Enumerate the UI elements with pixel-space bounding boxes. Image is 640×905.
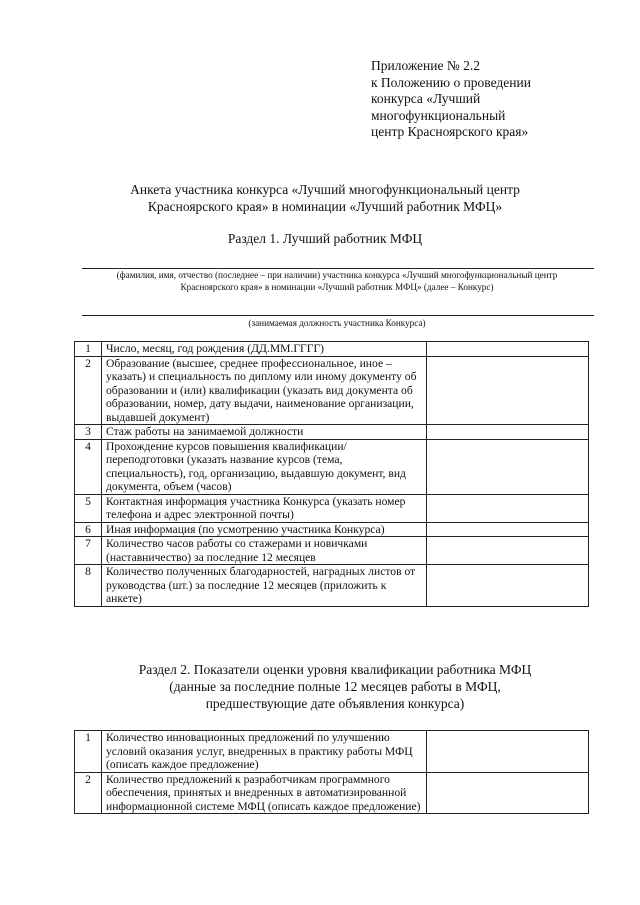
row-answer-cell[interactable] [427,565,589,607]
appendix-line: конкурса «Лучший [371,91,481,106]
row-label: Число, месяц, год рождения (ДД.ММ.ГГГГ) [102,342,427,357]
position-fill-line[interactable] [82,315,594,316]
row-number: 4 [75,439,102,494]
row-label: Прохождение курсов повышения квалификации/ переподготовки (указать название курсов (тема, специальность), год, организацию, выдавшую документ, вид документа, объем (часов) [102,439,427,494]
table-row [75,439,589,494]
table-row [75,356,589,425]
appendix-line: к Положению о проведении [371,74,531,90]
section2-title [70,661,600,712]
position-caption: (занимаемая должность участника Конкурса) [248,318,426,328]
form-title [60,181,590,215]
row-answer-cell[interactable] [427,537,589,565]
row-number: 2 [75,356,102,425]
row-number: 8 [75,565,102,607]
row-label: Образование (высшее, среднее профессиональное, иное – указать) и специальность по диплому или иному документу об образовании и (или) квалификации (указать вид документа об образовании, номер, дату выдачи, наименование организации, выдавшей документ) [102,356,427,425]
row-number: 3 [75,425,102,440]
section1-title: Раздел 1. Лучший работник МФЦ [227,231,423,246]
section2-title-line: Раздел 2. Показатели оценки уровня квалификации работника МФЦ [138,662,532,677]
table-row [75,494,589,522]
row-number: 1 [75,342,102,357]
row-answer-cell[interactable] [427,494,589,522]
row-number: 7 [75,537,102,565]
appendix-line: центр Красноярского края» [371,124,529,139]
row-number: 5 [75,494,102,522]
table-row [75,522,589,537]
name-fill-line[interactable] [82,268,594,269]
table-row [75,537,589,565]
row-label: Количество часов работы со стажерами и новичками (наставничество) за последние 12 месяцев [102,537,427,565]
section2-title-line: (данные за последние полные 12 месяцев работы в МФЦ, [169,679,501,694]
row-answer-cell[interactable] [427,522,589,537]
row-answer-cell[interactable] [427,342,589,357]
name-caption-line: Красноярского края» в номинации «Лучший работник МФЦ» (далее – Конкурс) [180,281,494,292]
row-label: Стаж работы на занимаемой должности [102,425,427,440]
section2-table [74,730,589,814]
row-answer-cell[interactable] [427,772,589,814]
appendix-line: Приложение № 2.2 [371,58,480,73]
form-title-line: Красноярского края» в номинации «Лучший работник МФЦ» [147,199,503,214]
name-caption [72,270,602,293]
row-answer-cell[interactable] [427,425,589,440]
form-title-line: Анкета участника конкурса «Лучший многофункциональный центр [130,182,520,197]
table-row [75,342,589,357]
row-number: 6 [75,522,102,537]
row-label: Количество полученных благодарностей, наградных листов от руководства (шт.) за последние 12 месяцев (приложить к анкете) [102,565,427,607]
row-number: 2 [75,772,102,814]
table-row [75,731,589,773]
row-label: Иная информация (по усмотрению участника Конкурса) [102,522,427,537]
table-row [75,565,589,607]
appendix-line: многофункциональный [371,107,506,123]
table-row [75,772,589,814]
appendix-header [371,58,621,141]
row-label: Количество предложений к разработчикам программного обеспечения, принятых и внедренных в автоматизированной информационной системе МФЦ (описать каждое предложение) [102,772,427,814]
section1-table [74,341,589,607]
name-caption-line: (фамилия, имя, отчество (последнее – при наличии) участника конкурса «Лучший многофункциональный центр [116,270,558,280]
table-row [75,425,589,440]
row-answer-cell[interactable] [427,356,589,425]
row-label: Количество инновационных предложений по улучшению условий оказания услуг, внедренных в практику работы МФЦ (описать каждое предложение) [102,731,427,773]
row-answer-cell[interactable] [427,731,589,773]
row-answer-cell[interactable] [427,439,589,494]
row-number: 1 [75,731,102,773]
row-label: Контактная информация участника Конкурса (указать номер телефона и адрес электронной почты) [102,494,427,522]
section2-title-line: предшествующие дате объявления конкурса) [205,696,465,711]
